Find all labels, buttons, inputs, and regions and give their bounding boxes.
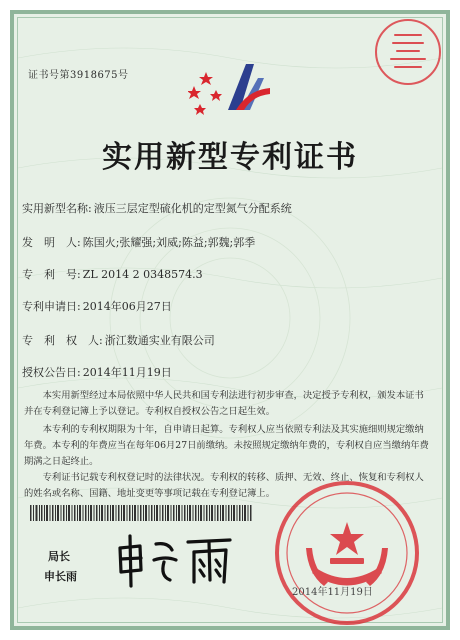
field-inventors: [22, 234, 255, 250]
director-name: 申长雨: [44, 570, 77, 583]
certificate-title: 实用新型专利证书: [102, 140, 358, 175]
certificate-number: 证书号第3918675号: [28, 70, 129, 81]
director-title: 局长: [48, 550, 70, 563]
field-value: 2014年06月27日: [82, 300, 172, 313]
patent-office-emblem-icon: [188, 60, 276, 116]
national-ip-office-seal-stamp: [272, 478, 422, 628]
field-label: 专 利 号:: [22, 268, 81, 281]
field-label: 专 利 权 人:: [22, 334, 103, 347]
field-grant-announcement-date: [22, 364, 172, 380]
field-value: 陈国火;张耀强;刘威;陈益;郭魏;郭季: [82, 236, 256, 249]
field-label: 实用新型名称:: [22, 202, 92, 215]
field-application-date: [22, 298, 172, 314]
field-patentee: [22, 332, 215, 348]
field-value: ZL 2014 2 0348574.3: [82, 268, 203, 281]
body-paragraph-legal-status: 专利证书记载专利权登记时的法律状况。专利权的转移、质押、无效、终止、恢复和专利权人的姓名或名称、国籍、地址变更等事项记载在专利登记簿上。: [24, 472, 424, 499]
seal-date: 2014年11月19日: [292, 587, 373, 598]
field-patent-number: [22, 266, 203, 282]
barcode: [30, 505, 252, 521]
director-signature: [110, 530, 240, 590]
field-value: 2014年11月19日: [82, 366, 172, 379]
field-value: 浙江数通实业有限公司: [104, 334, 215, 347]
agency-seal-stamp: [372, 16, 444, 88]
body-paragraph-grant: 本实用新型经过本局依照中华人民共和国专利法进行初步审查，决定授予专利权，颁发本证书并在专利登记簿上予以登记。专利权自授权公告之日起生效。: [24, 390, 424, 417]
field-value: 液压三层定型硫化机的定型氮气分配系统: [93, 202, 292, 215]
field-utility-model-name: [22, 200, 292, 216]
body-paragraph-term: 本专利的专利权期限为十年，自申请日起算。专利权人应当依照专利法及其实施细则规定缴纳年费。本专利的年费应当在每年06月27日前缴纳。未按照规定缴纳年费的，专利权自应当缴纳年费期满之日起终止。: [24, 424, 429, 467]
field-label: 授权公告日:: [22, 366, 81, 379]
field-label: 发 明 人:: [22, 236, 81, 249]
field-label: 专利申请日:: [22, 300, 81, 313]
